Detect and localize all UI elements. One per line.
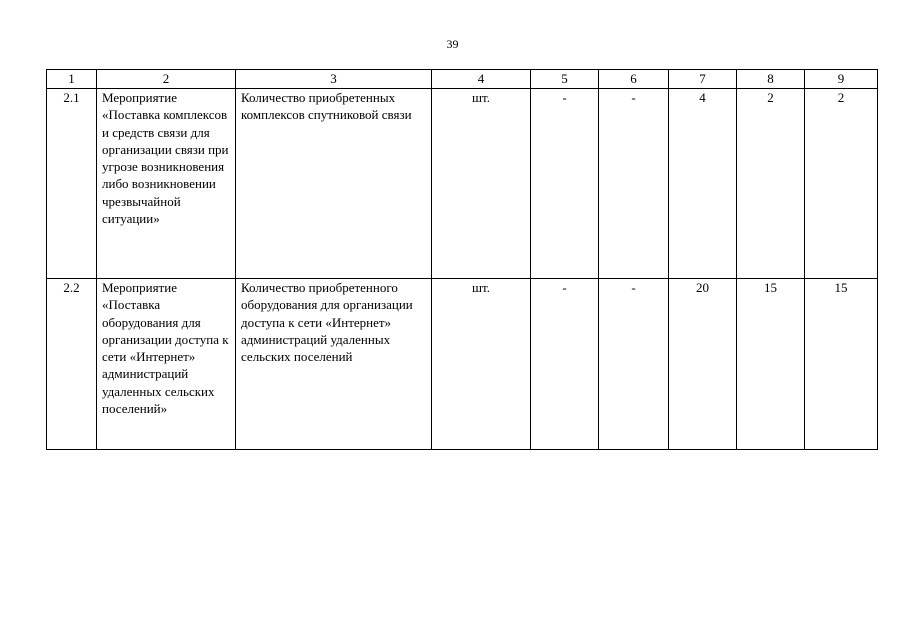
value-cell: - bbox=[599, 89, 669, 279]
value-cell: - bbox=[599, 279, 669, 450]
table-row bbox=[47, 89, 878, 279]
page-number: 39 bbox=[446, 37, 459, 51]
value-cell: - bbox=[531, 89, 599, 279]
row-number: 2.1 bbox=[47, 89, 97, 279]
document-table bbox=[46, 69, 878, 450]
column-header: 6 bbox=[599, 70, 669, 89]
table-header-row bbox=[47, 70, 878, 89]
row-number: 2.2 bbox=[47, 279, 97, 450]
value-cell: 15 bbox=[737, 279, 805, 450]
column-header: 1 bbox=[47, 70, 97, 89]
unit-cell: шт. bbox=[432, 89, 531, 279]
value-cell: 20 bbox=[669, 279, 737, 450]
table-row bbox=[47, 279, 878, 450]
unit-cell: шт. bbox=[432, 279, 531, 450]
indicator-cell: Количество приобретенных комплексов спутниковой связи bbox=[236, 89, 432, 279]
column-header: 3 bbox=[236, 70, 432, 89]
event-cell: Мероприятие «Поставка комплексов и средств связи для организации связи при угрозе возникновения либо возникновении чрезвычайной ситуации» bbox=[97, 89, 236, 279]
value-cell: 2 bbox=[737, 89, 805, 279]
value-cell: 4 bbox=[669, 89, 737, 279]
column-header: 2 bbox=[97, 70, 236, 89]
column-header: 9 bbox=[805, 70, 878, 89]
column-header: 7 bbox=[669, 70, 737, 89]
event-cell: Мероприятие «Поставка оборудования для организации доступа к сети «Интернет» администраций удаленных сельских поселений» bbox=[97, 279, 236, 450]
value-cell: - bbox=[531, 279, 599, 450]
column-header: 4 bbox=[432, 70, 531, 89]
value-cell: 2 bbox=[805, 89, 878, 279]
column-header: 8 bbox=[737, 70, 805, 89]
indicator-cell: Количество приобретенного оборудования для организации доступа к сети «Интернет» администраций удаленных сельских поселений bbox=[236, 279, 432, 450]
value-cell: 15 bbox=[805, 279, 878, 450]
column-header: 5 bbox=[531, 70, 599, 89]
